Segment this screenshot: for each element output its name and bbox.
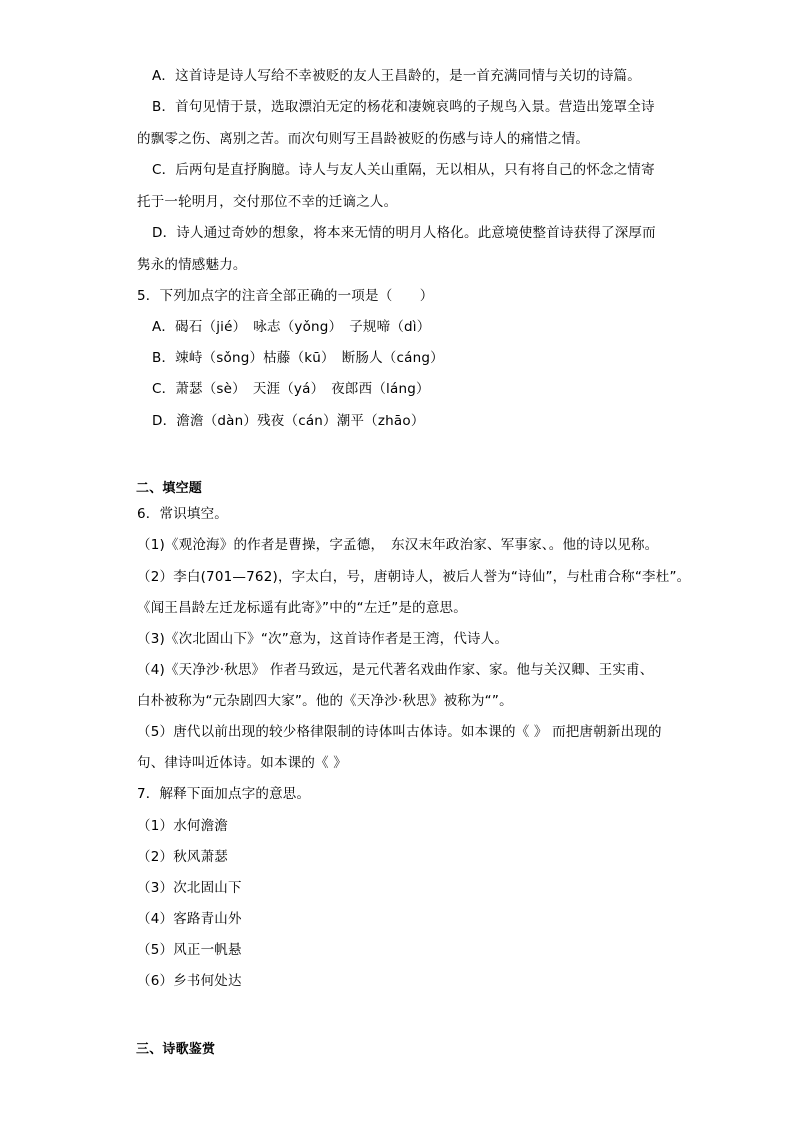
- q6-line-7: （5）唐代以前出现的较少格律限制的诗体叫古体诗。如本课的《 》 而把唐朝新出现的: [137, 724, 662, 740]
- q7-item-2: （2）秋风萧瑟: [137, 849, 228, 865]
- q6-stem: 6．常识填空。: [137, 506, 228, 522]
- q4-option-a: A．这首诗是诗人写给不幸被贬的友人王昌龄的，是一首充满同情与关切的诗篇。: [152, 68, 641, 84]
- q7-item-5: （5）风正一帆悬: [137, 942, 242, 958]
- q6-line-3: 《闻王昌龄左迁龙标遥有此寄》”中的“左迁”是的意思。: [137, 600, 467, 616]
- q6-line-4: （3)《次北固山下》“次”意为，这首诗作者是王湾，代诗人。: [137, 631, 509, 647]
- q6-line-8: 句、律诗叫近体诗。如本课的《 》: [137, 755, 347, 771]
- q5-option-a: A．碣石（jié） 咏志（yǒng） 子规啼（dì）: [152, 319, 431, 335]
- q7-item-1: （1）水何澹澹: [137, 818, 228, 834]
- q4-option-d: D．诗人通过奇妙的想象，将本来无情的明月人格化。此意境使整首诗获得了深厚而: [152, 225, 656, 241]
- q7-item-6: （6）乡书何处达: [137, 973, 242, 989]
- q5-option-b: B．竦峙（sǒng）枯藤（kū） 断肠人（cáng）: [152, 350, 444, 366]
- q4-option-b: B．首句见情于景，选取漂泊无定的杨花和凄婉哀鸣的子规鸟入景。营造出笼罩全诗: [152, 99, 655, 115]
- q4-option-d-cont: 隽永的情感魅力。: [137, 257, 247, 273]
- q5-option-c: C．萧瑟（sè） 天涯（yá） 夜郎西（láng）: [152, 381, 430, 397]
- q6-line-2: （2）李白(701—762)，字太白，号，唐朝诗人，被后人誉为“诗仙”，与杜甫合称“李杜”。: [137, 569, 691, 585]
- q4-option-c: C．后两句是直抒胸臆。诗人与友人关山重隔，无以相从，只有将自己的怀念之情寄: [152, 162, 655, 178]
- q6-line-5: （4)《天净沙·秋思》 作者马致远，是元代著名戏曲作家、家。他与关汉卿、王实甫、: [137, 662, 654, 678]
- q7-item-4: （4）客路青山外: [137, 911, 242, 927]
- q7-item-3: （3）次北固山下: [137, 880, 242, 896]
- q5-option-d: D．澹澹（dàn）残夜（cán）潮平（zhāo）: [152, 413, 425, 429]
- section-3-heading: 三、诗歌鉴赏: [136, 1042, 216, 1057]
- q4-option-b-cont: 的飘零之伤、离别之苦。而次句则写王昌龄被贬的伤感与诗人的痛惜之情。: [137, 131, 590, 147]
- q4-option-c-cont: 托于一轮明月，交付那位不幸的迁谪之人。: [137, 194, 398, 210]
- q5-stem: 5．下列加点字的注音全部正确的一项是（ ）: [137, 288, 434, 304]
- q6-line-1: （1)《观沧海》的作者是曹操，字孟德， 东汉末年政治家、军事家、。他的诗以见称。: [137, 537, 659, 553]
- section-2-heading: 二、填空题: [136, 481, 203, 496]
- q7-stem: 7．解释下面加点字的意思。: [137, 786, 311, 802]
- q6-line-6: 白朴被称为“元杂剧四大家”。他的《天净沙·秋思》被称为“”。: [137, 693, 513, 709]
